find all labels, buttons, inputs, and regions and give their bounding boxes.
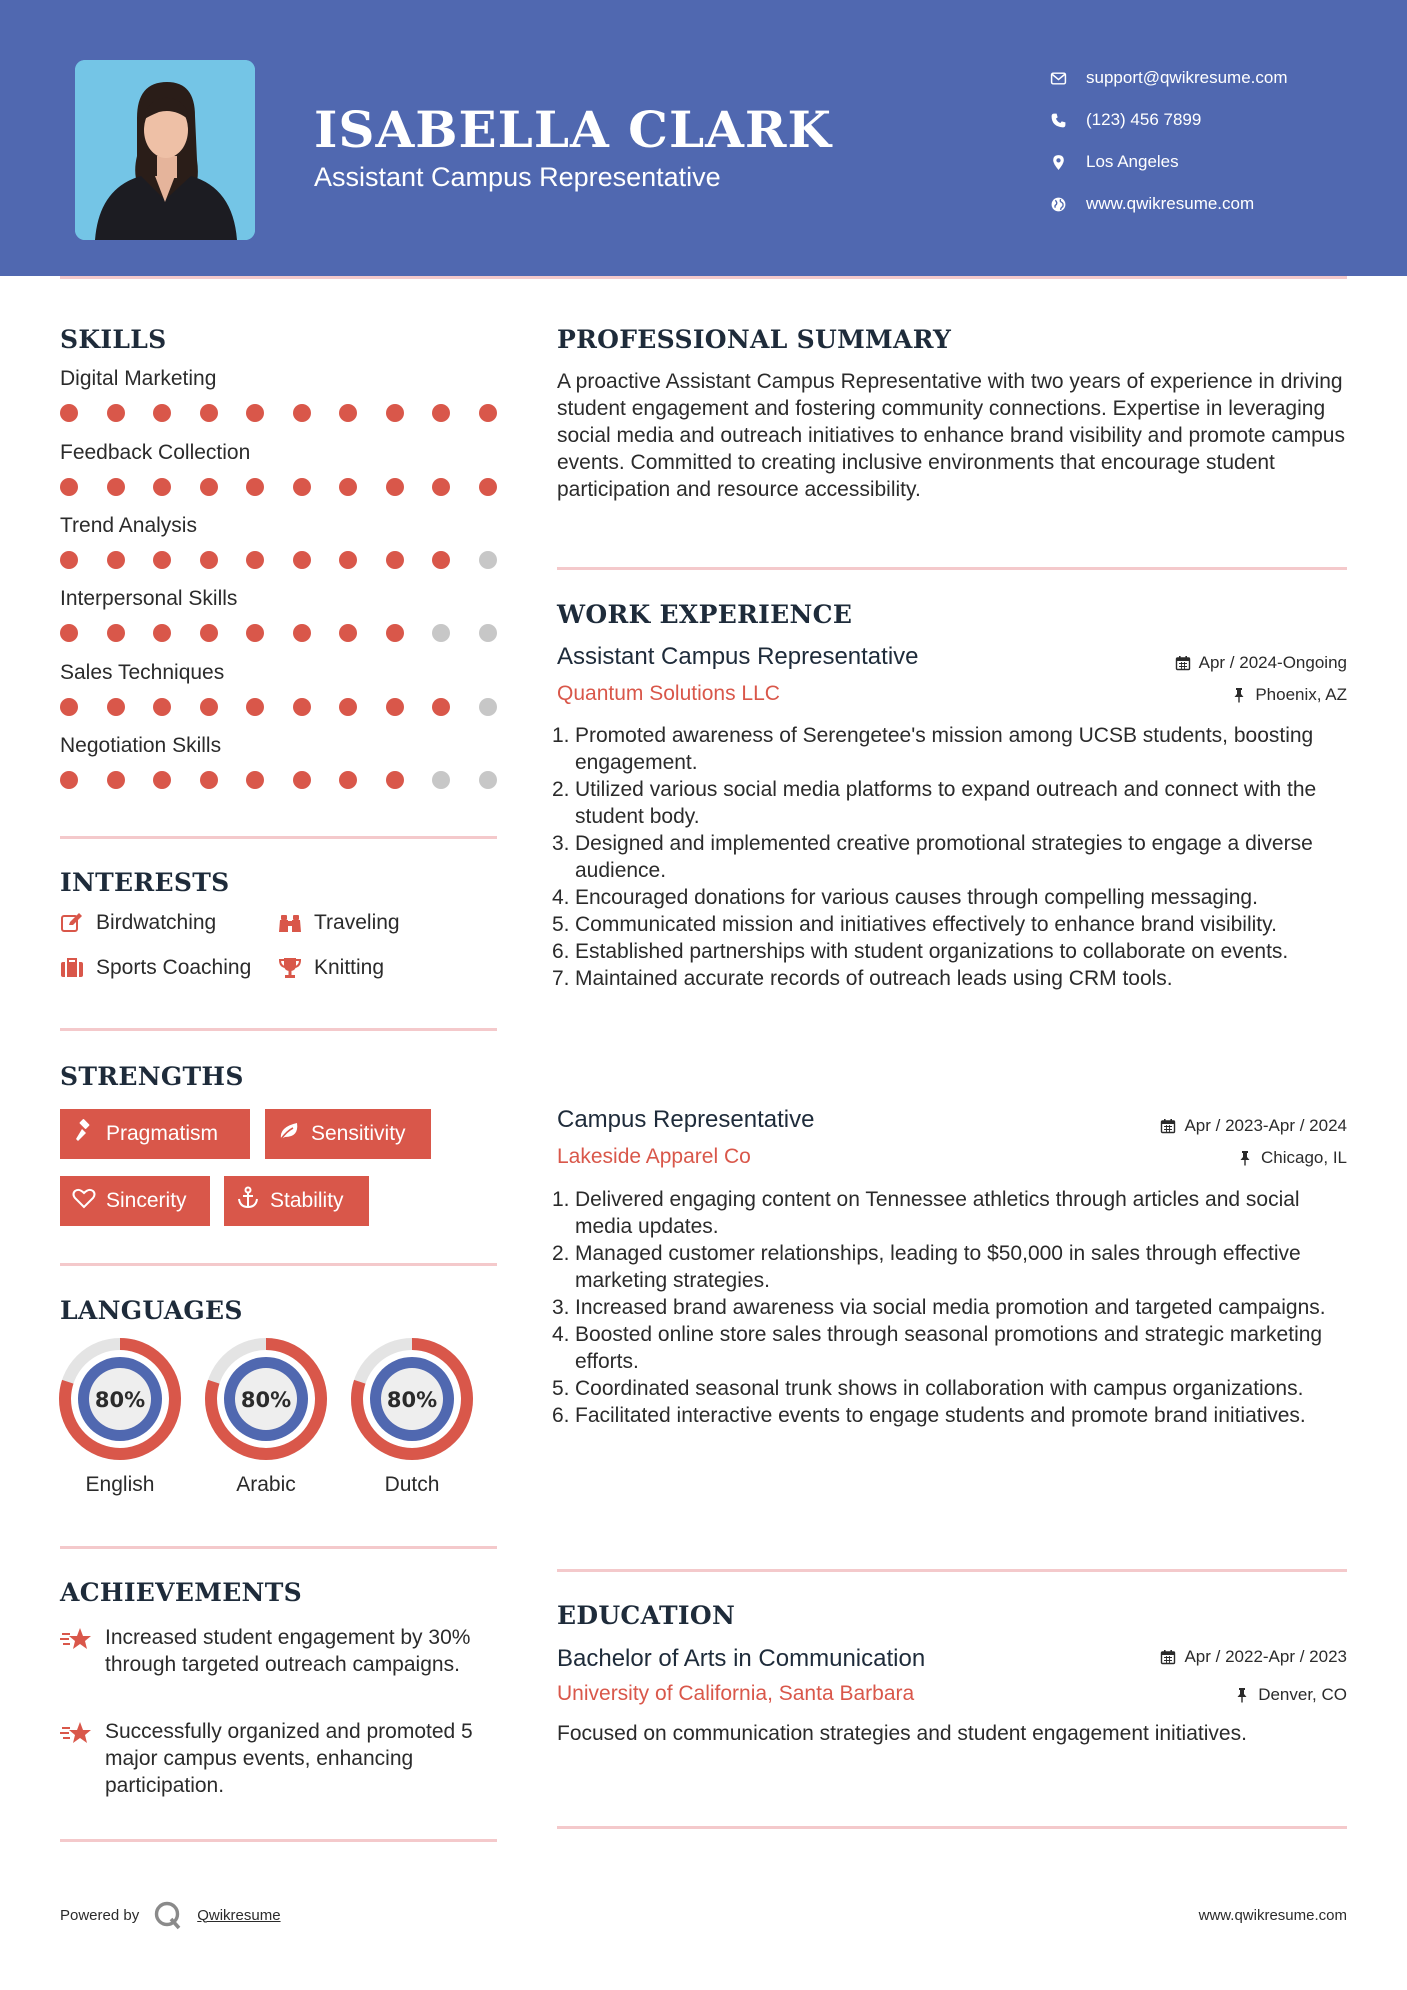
globe-icon (1050, 196, 1086, 213)
education-location (1234, 1685, 1347, 1705)
contact-website[interactable] (1050, 183, 1288, 225)
strength-tag (265, 1109, 431, 1159)
skill-dot-filled (246, 771, 264, 789)
skill-dot-filled (200, 404, 218, 422)
interest-label: Knitting (314, 956, 385, 979)
skill-dot-filled (386, 624, 404, 642)
skill-dot-filled (200, 478, 218, 496)
skill-dot-filled (153, 404, 171, 422)
gauge-percent-label: 80% (94, 1388, 146, 1412)
job-bullets (552, 722, 1357, 992)
pencil-square-icon (60, 911, 96, 935)
job-dates (1160, 1116, 1347, 1136)
section-divider (60, 836, 497, 839)
education-dates-text: Apr / 2022-Apr / 2023 (1184, 1647, 1347, 1666)
language-item (58, 1337, 182, 1497)
section-divider (557, 1569, 1347, 1572)
strength-label: Stability (270, 1189, 344, 1212)
skill-dot-empty (479, 551, 497, 569)
skill-dot-filled (153, 771, 171, 789)
achievement-text: Increased student engagement by 30% through targeted outreach campaigns. (105, 1626, 471, 1676)
skill-dot-filled (293, 771, 311, 789)
strength-label: Sincerity (106, 1189, 187, 1212)
calendar-icon (1160, 1649, 1176, 1665)
skills-heading: SKILLS (60, 325, 167, 354)
interests-heading: INTERESTS (60, 868, 230, 897)
skill-rating (60, 762, 500, 792)
pushpin-icon (1231, 687, 1247, 703)
candidate-title: Assistant Campus Representative (314, 162, 721, 192)
skill-dot-filled (246, 551, 264, 569)
skill-name: Feedback Collection (60, 441, 251, 464)
education-school: University of California, Santa Barbara (557, 1682, 915, 1705)
star-badge-icon (60, 1624, 105, 1678)
achievement-text: Successfully organized and promoted 5 major campus events, enhancing participation. (105, 1720, 473, 1797)
skill-dot-filled (293, 551, 311, 569)
job-title: Campus Representative (557, 1106, 815, 1133)
strength-label: Sensitivity (311, 1122, 406, 1145)
interest-item (60, 956, 251, 980)
experience-heading: WORK EXPERIENCE (557, 600, 853, 629)
skill-dot-filled (107, 771, 125, 789)
star-badge-icon (60, 1718, 105, 1799)
pushpin-icon (1237, 1150, 1253, 1166)
language-name: English (85, 1473, 155, 1496)
skill-dot-filled (246, 404, 264, 422)
skill-dot-filled (432, 478, 450, 496)
interest-label: Traveling (314, 911, 400, 934)
section-divider (60, 1546, 497, 1549)
leaf-icon (277, 1119, 311, 1149)
skill-dot-filled (293, 478, 311, 496)
contact-website-text: www.qwikresume.com (1086, 194, 1255, 213)
qwikresume-link[interactable]: Qwikresume (197, 1906, 281, 1924)
skill-dot-empty (479, 624, 497, 642)
job-bullet: 1. Delivered engaging content on Tennessee athletics through articles and social media updates. (552, 1188, 1300, 1238)
job-bullet: 5. Communicated mission and initiatives effectively to enhance brand visibility. (552, 913, 1277, 936)
skill-dot-filled (386, 478, 404, 496)
skill-dot-filled (153, 624, 171, 642)
education-description: Focused on communication strategies and student engagement initiatives. (557, 1722, 1247, 1745)
skill-dot-filled (200, 624, 218, 642)
job-title: Assistant Campus Representative (557, 643, 919, 670)
languages-heading: LANGUAGES (60, 1296, 243, 1325)
skill-name: Digital Marketing (60, 367, 217, 390)
skill-dot-filled (153, 698, 171, 716)
job-dates-text: Apr / 2024-Ongoing (1198, 653, 1347, 672)
job-location (1237, 1148, 1347, 1168)
gauge-percent-label: 80% (240, 1388, 292, 1412)
skill-dot-filled (153, 551, 171, 569)
job-location (1231, 685, 1347, 705)
skill-item (60, 661, 500, 719)
skill-dot-filled (339, 771, 357, 789)
language-name: Dutch (384, 1473, 440, 1496)
education-degree: Bachelor of Arts in Communication (557, 1645, 926, 1672)
education-location-text: Denver, CO (1258, 1685, 1347, 1704)
skill-name: Sales Techniques (60, 661, 225, 684)
summary-text: A proactive Assistant Campus Representative with two years of experience in driving student engagement and fostering community connections. Expertise in leveraging social media and outreach initiatives to enhance brand visibility and promote campus events. Committed to creating inclusive environments that encourage student participation and resource accessibility. (557, 370, 1345, 501)
section-divider (60, 1839, 497, 1842)
skill-rating (60, 542, 500, 572)
job-company: Quantum Solutions LLC (557, 682, 780, 705)
job-bullet: 1. Promoted awareness of Serengetee's mission among UCSB students, boosting engagement. (552, 724, 1314, 774)
contact-location-text: Los Angeles (1086, 152, 1179, 171)
skill-dot-empty (432, 771, 450, 789)
section-divider (557, 567, 1347, 570)
skill-rating (60, 689, 500, 719)
skill-dot-filled (386, 771, 404, 789)
skill-item (60, 587, 500, 645)
interest-item (278, 911, 400, 935)
skill-dot-filled (339, 551, 357, 569)
binoculars-icon (278, 911, 314, 935)
job-bullet: 6. Established partnerships with student organizations to collaborate on events. (552, 940, 1289, 963)
skill-dot-filled (107, 404, 125, 422)
suitcase-icon (60, 956, 96, 980)
anchor-icon (236, 1186, 270, 1216)
contact-email[interactable] (1050, 57, 1288, 99)
skill-dot-empty (479, 698, 497, 716)
skill-dot-filled (107, 698, 125, 716)
skill-name: Interpersonal Skills (60, 587, 238, 610)
skill-dot-filled (293, 698, 311, 716)
skill-dot-filled (60, 624, 78, 642)
skill-item (60, 367, 500, 425)
contact-phone[interactable] (1050, 99, 1288, 141)
skill-dot-filled (293, 624, 311, 642)
skill-rating (60, 615, 500, 645)
job-bullet: 6. Facilitated interactive events to engage students and promote brand initiatives. (552, 1404, 1306, 1427)
powered-by-label: Powered by (60, 1906, 140, 1924)
skill-dot-filled (60, 698, 78, 716)
job-dates (1175, 653, 1347, 673)
skill-dot-filled (107, 624, 125, 642)
skill-name: Trend Analysis (60, 514, 197, 537)
skill-dot-empty (479, 771, 497, 789)
pushpin-icon (1234, 1687, 1250, 1703)
envelope-icon (1050, 70, 1086, 87)
achievement-item (60, 1718, 500, 1799)
calendar-icon (1160, 1118, 1176, 1134)
education-dates (1160, 1647, 1347, 1667)
language-gauge (58, 1337, 182, 1461)
language-item (350, 1337, 474, 1497)
achievement-item (60, 1624, 500, 1678)
skill-dot-filled (246, 478, 264, 496)
skill-dot-filled (479, 404, 497, 422)
job-bullet: 7. Maintained accurate records of outreach leads using CRM tools. (552, 967, 1173, 990)
skill-dot-filled (60, 771, 78, 789)
interest-label: Birdwatching (96, 911, 217, 934)
strength-tag (224, 1176, 369, 1226)
summary-heading: PROFESSIONAL SUMMARY (557, 325, 952, 354)
skill-dot-filled (432, 404, 450, 422)
heart-icon (72, 1186, 106, 1216)
header-divider (60, 276, 1347, 279)
skill-dot-filled (60, 551, 78, 569)
job-company: Lakeside Apparel Co (557, 1145, 751, 1168)
resume-header (0, 0, 1407, 276)
section-divider (60, 1028, 497, 1031)
skill-dot-filled (200, 771, 218, 789)
job-bullet: 4. Encouraged donations for various causes through compelling messaging. (552, 886, 1258, 909)
job-location-text: Chicago, IL (1261, 1148, 1347, 1167)
section-divider (557, 1826, 1347, 1829)
job-bullet: 2. Managed customer relationships, leading to $50,000 in sales through effective marketing strategies. (552, 1242, 1301, 1292)
skill-rating (60, 469, 500, 499)
language-name: Arabic (236, 1473, 296, 1496)
job-bullet: 3. Increased brand awareness via social media promotion and targeted campaigns. (552, 1296, 1326, 1319)
job-location-text: Phoenix, AZ (1255, 685, 1347, 704)
profile-photo (75, 60, 255, 240)
skill-rating (60, 395, 500, 425)
footer-powered-by (60, 1900, 281, 1930)
candidate-name: ISABELLA CLARK (314, 100, 832, 159)
skill-name: Negotiation Skills (60, 734, 222, 757)
skill-dot-filled (339, 624, 357, 642)
education-heading: EDUCATION (557, 1601, 736, 1630)
skill-dot-filled (107, 551, 125, 569)
gauge-percent-label: 80% (386, 1388, 438, 1412)
skill-dot-filled (339, 404, 357, 422)
skill-item (60, 734, 500, 792)
gavel-icon (72, 1119, 106, 1149)
footer-website[interactable]: www.qwikresume.com (1198, 1907, 1347, 1924)
skill-dot-filled (107, 478, 125, 496)
skill-dot-empty (432, 624, 450, 642)
job-bullet: 4. Boosted online store sales through seasonal promotions and strategic marketing efforts. (552, 1323, 1323, 1373)
strength-tag (60, 1176, 210, 1226)
skill-dot-filled (153, 478, 171, 496)
skill-dot-filled (339, 698, 357, 716)
skill-dot-filled (246, 624, 264, 642)
section-divider (60, 1263, 497, 1266)
achievements-heading: ACHIEVEMENTS (60, 1578, 302, 1607)
strengths-heading: STRENGTHS (60, 1062, 244, 1091)
skill-dot-filled (60, 478, 78, 496)
calendar-icon (1175, 655, 1191, 671)
skill-dot-filled (479, 478, 497, 496)
trophy-icon (278, 956, 314, 980)
interest-item (278, 956, 384, 980)
skill-dot-filled (386, 698, 404, 716)
contact-phone-text: (123) 456 7899 (1086, 110, 1202, 129)
skill-dot-filled (200, 698, 218, 716)
strength-label: Pragmatism (106, 1122, 219, 1145)
contact-email-text: support@qwikresume.com (1086, 68, 1288, 87)
skill-dot-filled (293, 404, 311, 422)
skill-dot-filled (339, 478, 357, 496)
job-bullets (552, 1186, 1357, 1429)
language-gauge (204, 1337, 328, 1461)
skill-dot-filled (432, 698, 450, 716)
skill-item (60, 514, 500, 572)
job-bullet: 5. Coordinated seasonal trunk shows in collaboration with campus organizations. (552, 1377, 1304, 1400)
map-pin-icon (1050, 154, 1086, 171)
skill-dot-filled (200, 551, 218, 569)
language-item (204, 1337, 328, 1497)
job-bullet: 3. Designed and implemented creative promotional strategies to engage a diverse audience. (552, 832, 1313, 882)
language-gauge (350, 1337, 474, 1461)
interest-item (60, 911, 216, 935)
contact-list (1050, 57, 1288, 225)
job-bullet: 2. Utilized various social media platforms to expand outreach and connect with the student body. (552, 778, 1317, 828)
contact-location (1050, 141, 1288, 183)
skill-dot-filled (386, 551, 404, 569)
skill-dot-filled (246, 698, 264, 716)
strength-tag (60, 1109, 250, 1159)
skill-dot-filled (386, 404, 404, 422)
skill-item (60, 441, 500, 499)
phone-icon (1050, 112, 1086, 129)
skill-dot-filled (60, 404, 78, 422)
interest-label: Sports Coaching (96, 956, 252, 979)
job-dates-text: Apr / 2023-Apr / 2024 (1184, 1116, 1347, 1135)
skill-dot-filled (432, 551, 450, 569)
qwikresume-logo-icon (153, 1900, 183, 1930)
